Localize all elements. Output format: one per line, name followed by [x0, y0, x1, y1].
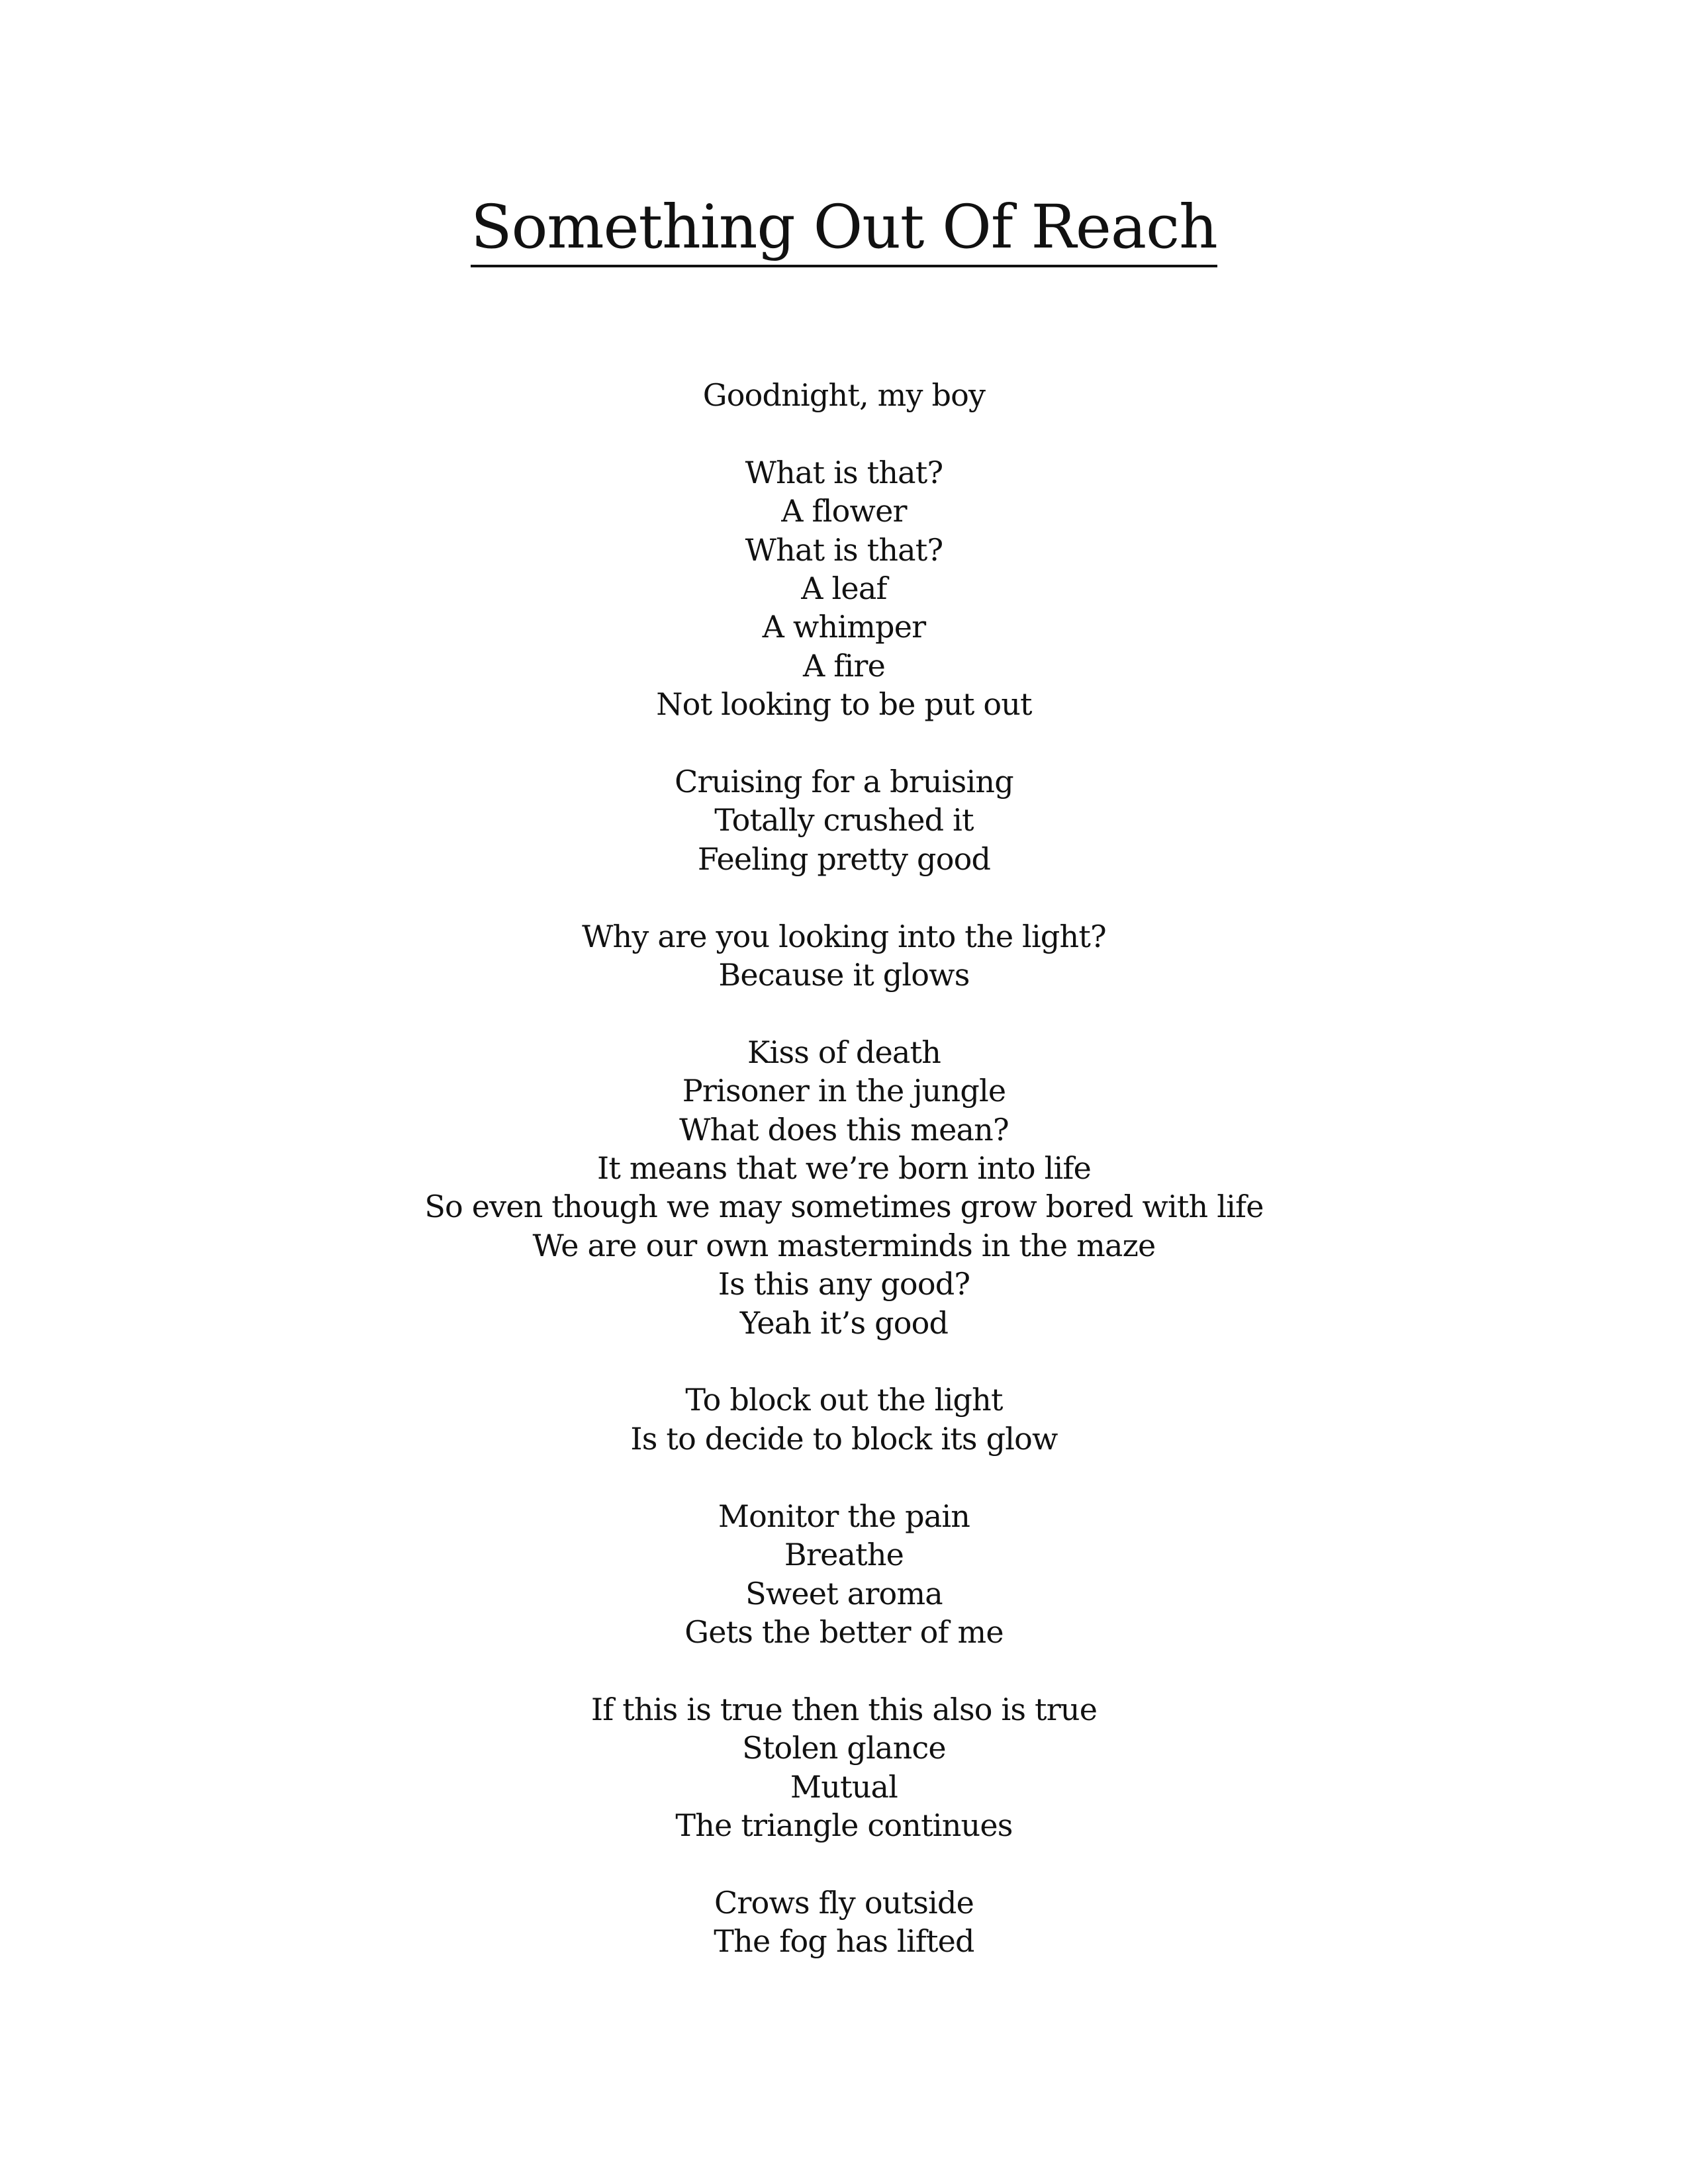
stanza-1 [0, 376, 1688, 414]
poem-line: What is that? [745, 531, 943, 568]
poem-line: Because it glows [718, 957, 970, 993]
stanza-3 [0, 762, 1688, 878]
poem-line: Totally crushed it [714, 802, 974, 839]
stanza-9 [0, 1884, 1688, 1961]
poem-line: Prisoner in the jungle [682, 1073, 1006, 1109]
poem-line: A fire [803, 647, 885, 684]
poem-line: We are our own masterminds in the maze [532, 1227, 1156, 1263]
poem-line: Mutual [790, 1768, 898, 1805]
stanza-5 [0, 1033, 1688, 1342]
poem-line: Kiss of death [747, 1034, 941, 1070]
poem-line: Stolen glance [742, 1730, 946, 1766]
poem-line: Is this any good? [718, 1266, 970, 1302]
poem-line: Why are you looking into the light? [582, 918, 1106, 954]
poem-line: Goodnight, my boy [702, 377, 986, 413]
poem-line: Not looking to be put out [656, 686, 1032, 723]
poem-line: A whimper [762, 609, 926, 645]
poem-line: If this is true then this also is true [590, 1691, 1098, 1727]
stanza-6 [0, 1381, 1688, 1458]
poem-line: Monitor the pain [718, 1498, 970, 1534]
poem-line: Gets the better of me [684, 1614, 1004, 1650]
poem-line: Is to decide to block its glow [630, 1420, 1058, 1457]
poem-title [0, 188, 1688, 267]
poem-line: To block out the light [685, 1382, 1003, 1418]
stanza-4 [0, 917, 1688, 995]
poem-line: Cruising for a bruising [675, 764, 1013, 800]
poem-line: Sweet aroma [745, 1575, 943, 1612]
poem-line: What is that? [745, 454, 943, 490]
poem-line: A flower [781, 493, 907, 529]
poem-line: The fog has lifted [714, 1923, 974, 1960]
stanza-2 [0, 453, 1688, 724]
poem-line: It means that we’re born into life [596, 1150, 1092, 1187]
poem-line: So even though we may sometimes grow bored with life [424, 1189, 1264, 1225]
poem-title-text: Something Out Of Reach [471, 191, 1217, 267]
poem-line: The triangle continues [675, 1807, 1013, 1843]
poem-line: Breathe [784, 1537, 904, 1573]
poem-line: Yeah it’s good [739, 1304, 949, 1341]
stanza-8 [0, 1690, 1688, 1845]
poem-body [0, 376, 1688, 1999]
stanza-7 [0, 1497, 1688, 1652]
poem-line: A leaf [801, 570, 887, 607]
poem-line: Crows fly outside [714, 1884, 974, 1921]
poem-line: What does this mean? [679, 1111, 1009, 1148]
poem-line: Feeling pretty good [697, 841, 991, 877]
